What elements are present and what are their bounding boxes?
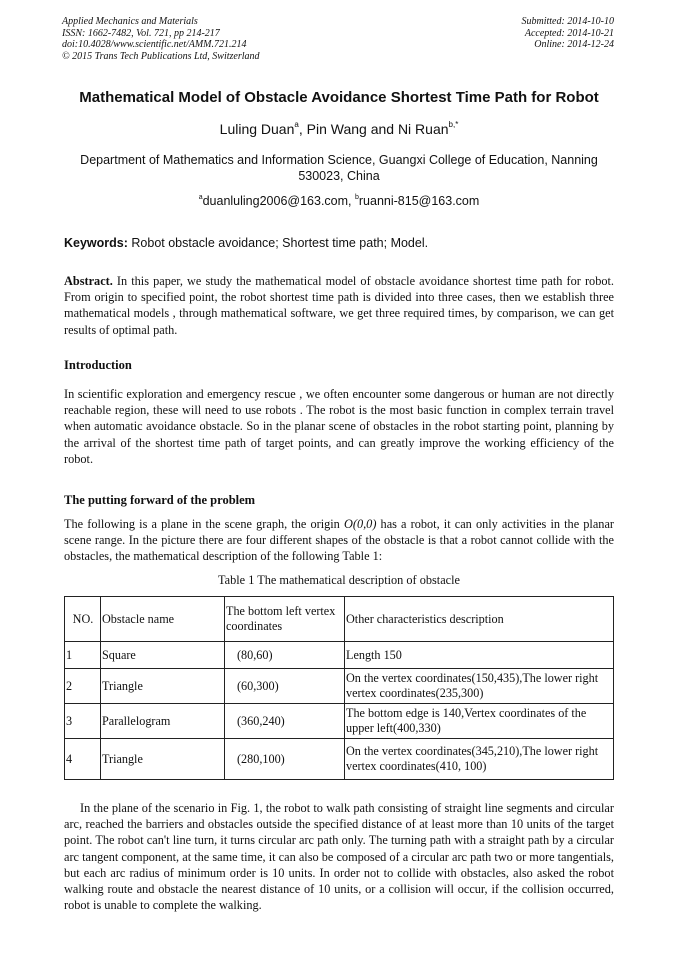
cell-no: 1 [65, 642, 101, 669]
email-line [0, 194, 678, 208]
cell-name: Triangle [101, 669, 225, 704]
table-row [65, 642, 614, 669]
paper-title: Mathematical Model of Obstacle Avoidance Shortest Time Path for Robot [79, 89, 599, 106]
abstract-label: Abstract. [64, 274, 113, 288]
problem-heading: The putting forward of the problem [64, 493, 256, 507]
email-b-sup: b [354, 194, 359, 201]
email-b: ruanni-815@163.com [358, 194, 480, 208]
cell-no: 2 [65, 669, 101, 704]
cell-other: On the vertex coordinates(345,210),The lower right vertex coordinates(410, 100) [345, 739, 614, 780]
table-caption: Table 1 The mathematical description of obstacle [217, 573, 461, 587]
header-coordinates: The bottom left vertex coordinates [225, 597, 345, 642]
header-obstacle-name: Obstacle name [101, 597, 225, 642]
cell-name: Triangle [101, 739, 225, 780]
introduction-heading: Introduction [64, 358, 132, 372]
cell-other: Length 150 [345, 642, 614, 669]
header-other: Other characteristics description [345, 597, 614, 642]
cell-no: 4 [65, 739, 101, 780]
accepted-date: Accepted: 2014-10-21 [524, 27, 614, 39]
origin-math: O(0,0) [343, 517, 377, 531]
problem-text-after: has a robot, it can only activities in the planar scene range. In the picture there are four different shapes of the obstacle is that a robot cannot collide with the obstacles, the mathematical description of the following Table 1: [64, 517, 615, 564]
author-2-sup: b,* [448, 120, 459, 129]
journal-name: Applied Mechanics and Materials [62, 16, 198, 27]
table-header-row [65, 597, 614, 642]
email-a: duanluling2006@163.com [202, 194, 349, 208]
dates-header [522, 16, 615, 51]
copyright: © 2015 Trans Tech Publications Ltd, Switzerland [62, 50, 260, 62]
author-1: Luling Duan [219, 121, 295, 137]
cell-coord: (360,240) [225, 704, 345, 739]
table-row [65, 739, 614, 780]
author-separator: , [298, 121, 307, 137]
cell-no: 3 [65, 704, 101, 739]
problem-text-before: The following is a plane in the scene graph, the origin [64, 517, 344, 531]
journal-header [62, 16, 260, 62]
cell-coord: (60,300) [225, 669, 345, 704]
submitted-date: Submitted: 2014-10-10 [521, 16, 614, 27]
scenario-text: In the plane of the scenario in Fig. 1, the robot to walk path consisting of straight line segments and circular arc, reached the barriers and obstacles outside the specified distance of at least more than 10 units of the target point. The robot can't line turn, it turns circular arc path only. The turning path with a straight path by a circular arc tangent component, at the same time, it can also be composed of a circular arc path two or more tangentials, but each arc radius of minimum order is 10 units. In order not to collide with obstacles, also asked the robot walking route and obstacle the nearest distance of 10 units, or a collision will occur, if the collision occurred, robot is unable to complete the walking. [64, 801, 614, 913]
author-2-3: Pin Wang and Ni Ruan [306, 121, 449, 137]
author-list [0, 120, 678, 137]
email-separator: , [348, 194, 355, 208]
doi: doi:10.4028/www.scientific.net/AMM.721.214 [62, 39, 247, 50]
cell-other: On the vertex coordinates(150,435),The lower right vertex coordinates(235,300) [345, 669, 614, 704]
abstract-text: In this paper, we study the mathematical model of obstacle avoidance shortest time path for robot. From origin to specified point, the robot shortest time path is divided into three cases, then we establish three mathematical models , through mathematical software, we get three required times, by comparison, we can get results of optimal path. [64, 274, 614, 337]
cell-name: Parallelogram [101, 704, 225, 739]
abstract [64, 273, 614, 338]
obstacle-table [64, 596, 614, 780]
header-no: NO. [65, 597, 101, 642]
email-a-sup: a [198, 194, 203, 201]
keywords [64, 236, 428, 250]
cell-name: Square [101, 642, 225, 669]
keywords-label: Keywords: [64, 236, 128, 250]
cell-other: The bottom edge is 140,Vertex coordinates of the upper left(400,330) [345, 704, 614, 739]
table-row [65, 669, 614, 704]
online-date: Online: 2014-12-24 [534, 39, 614, 50]
introduction-text: In scientific exploration and emergency rescue , we often encounter some dangerous or human are not directly reachable region, these will need to use robots . The robot is the most basic function in complex terrain travel when automatic avoidance obstacle. So in the planar scene of obstacles in the robot starting point, planning by the arrival of the shortest time path of target points, and can greatly improve the working efficiency of the robot. [64, 387, 614, 466]
cell-coord: (280,100) [225, 739, 345, 780]
author-1-sup: a [294, 120, 299, 129]
issn: ISSN: 1662-7482, Vol. 721, pp 214-217 [62, 27, 220, 39]
keywords-text: Robot obstacle avoidance; Shortest time path; Model. [131, 236, 429, 250]
table-row [65, 704, 614, 739]
cell-coord: (80,60) [225, 642, 345, 669]
problem-text [64, 516, 614, 565]
affiliation: Department of Mathematics and Information Science, Guangxi College of Education, Nanning 530023, China [80, 153, 598, 183]
